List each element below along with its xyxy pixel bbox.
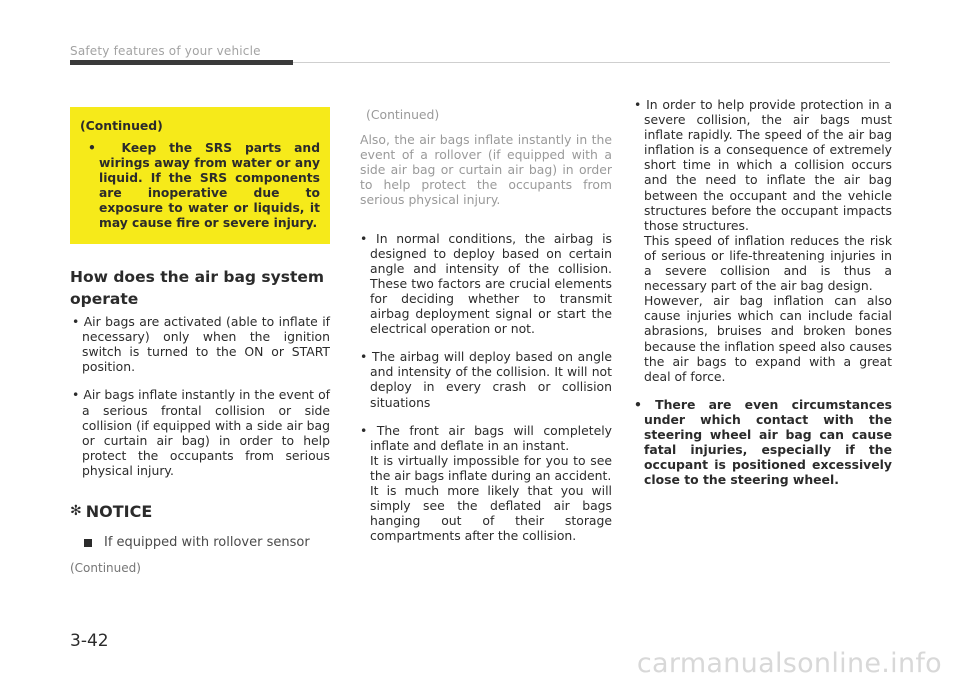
notice-heading xyxy=(70,502,330,522)
warning-title: (Continued) xyxy=(80,118,163,133)
square-bullet-icon xyxy=(84,539,92,547)
middle-bullet: • In normal conditions, the airbag is designed to deploy based on certain angle and intensity of the collision. These two factors are crucial elements for deciding whether to transmit airbag deployment signal or start the electrical operation or not. xyxy=(360,230,613,337)
header-title: Safety features of your vehicle xyxy=(70,44,261,58)
middle-bullet: • The front air bags will completely inflate and deflate in an instant. xyxy=(360,422,613,453)
section-title: How does the air bag system operate xyxy=(70,268,325,309)
right-paragraph: However, air bag inflation can also cause injuries which can include facial abrasions, bruises and broken bones because the inflation speed also causes the air bags to expand with a great deal of force. xyxy=(644,293,892,384)
middle-bullets xyxy=(358,231,612,544)
continued-block xyxy=(358,107,612,208)
section-bullet: • Air bags are activated (able to inflate if necessary) only when the ignition switch is turned to the ON or START position. xyxy=(72,314,331,375)
right-paragraph: This speed of inflation reduces the risk of serious or life-threatening injuries in a severe collision and is thus a necessary part of the air bag design. xyxy=(644,232,892,294)
column-left xyxy=(70,107,330,576)
middle-subparagraph: It is much more likely that you will simply see the deflated air bags hanging out of their storage compartments after the collision. xyxy=(370,482,612,544)
notice-title: NOTICE xyxy=(85,502,153,522)
header-rule xyxy=(293,62,890,63)
column-middle xyxy=(358,107,612,543)
warning-box xyxy=(70,107,330,244)
middle-bullet: • The airbag will deploy based on angle and intensity of the collision. It will not deploy in every crash or collision situations xyxy=(360,349,612,410)
continued-label: (Continued) xyxy=(366,107,440,122)
header-bar xyxy=(70,60,293,65)
notice-subtitle-row xyxy=(70,535,330,551)
right-bullet: • In order to help provide protection in a severe collision, the air bags must inflate rapidly. The speed of the air bag inflation is a consequence of extremely short time in which a collision occurs and the need to inflate the air bag between the occupant and the vehicle structures before the occupant impacts those structures. xyxy=(634,97,893,233)
notice-subtitle: If equipped with rollover sensor xyxy=(104,535,310,551)
warning-item: • Keep the SRS parts and wirings away from water or any liquid. If the SRS components are inoperative due to exposure to water or liquids, it may cause fire or severe injury. xyxy=(88,141,320,231)
page-number: 3-42 xyxy=(70,631,109,651)
continued-text: Also, the air bags inflate instantly in the event of a rollover (if equipped with a side air bag or curtain air bag) in order to help protect the occupants from serious physical injury. xyxy=(360,132,612,208)
middle-subparagraph: It is virtually impossible for you to see the air bags inflate during an accident. xyxy=(370,452,612,483)
section-bullet: • Air bags inflate instantly in the event of a serious frontal collision or side collision (if equipped with a side air bag or curtain air bag) in order to help protect the occupants from serious physical injury. xyxy=(72,387,331,478)
continued-label: (Continued) xyxy=(70,561,141,576)
column-right xyxy=(632,97,892,487)
right-bold-bullet: • There are even circumstances under which contact with the steering wheel air bag can cause fatal injuries, especially if the occupant is positioned excessively close to the steering wheel. xyxy=(634,396,892,488)
notice-asterisk-icon: ✻ xyxy=(70,503,82,520)
watermark: carmanualsonline.info xyxy=(636,648,942,679)
